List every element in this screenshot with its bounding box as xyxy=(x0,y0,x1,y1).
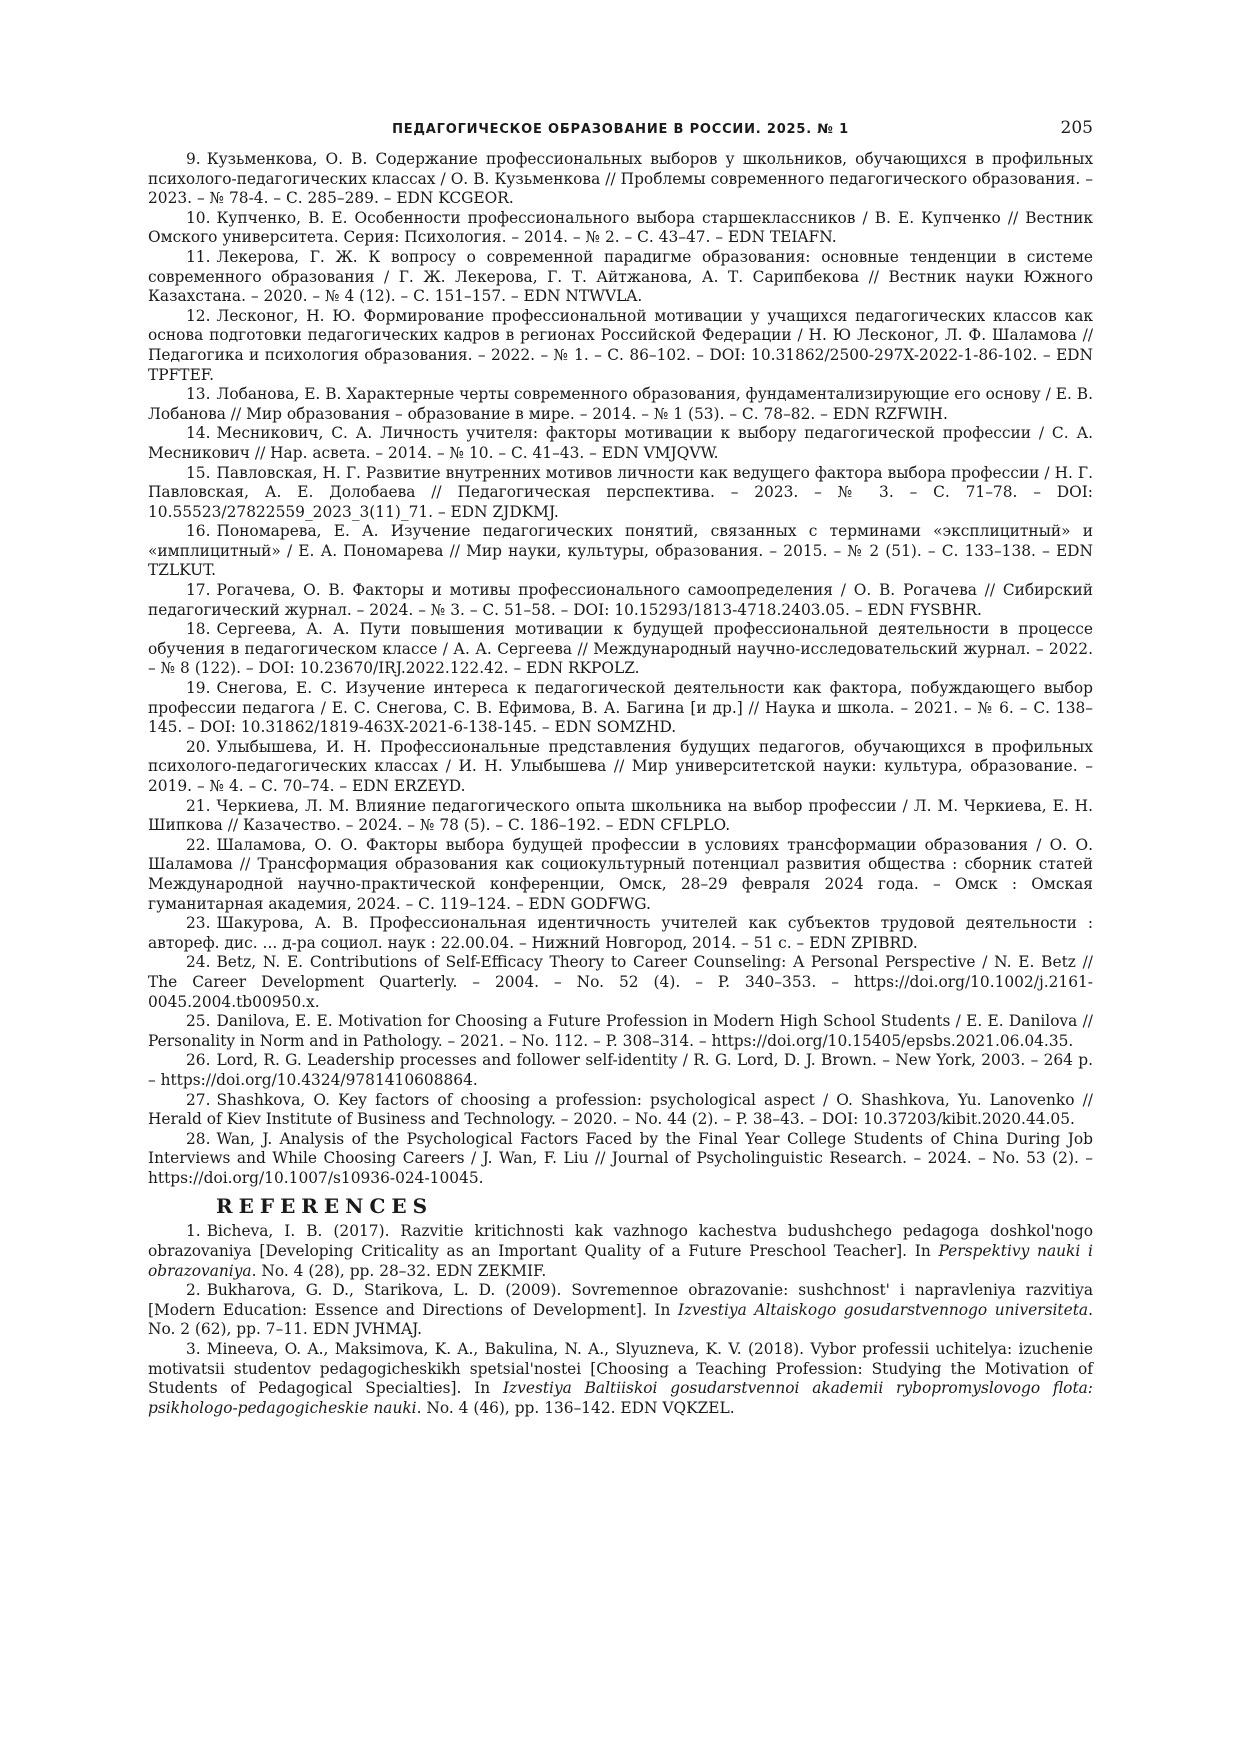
reference-item xyxy=(148,1091,1093,1130)
reference-journal: Perspektivy nauki i obrazovaniya xyxy=(148,1242,1093,1280)
reference-item xyxy=(148,522,1093,581)
reference-number: 16. xyxy=(186,522,211,541)
reference-item xyxy=(148,1130,1093,1189)
reference-item xyxy=(148,953,1093,1012)
reference-text: Wan, J. Analysis of the Psychological Factors Faced by the Final Year College Students of China During Job Interviews and While Choosing Careers / J. Wan, F. Liu // Journal of Psycholinguistic Research. – 2024. – No. 53 (2). – https://doi.org/10.1007/s10936-024-10045. xyxy=(148,1129,1093,1187)
reference-number: 18. xyxy=(186,620,211,639)
reference-item xyxy=(148,1012,1093,1051)
references-list-english xyxy=(148,1222,1093,1418)
reference-number: 3. xyxy=(186,1340,201,1359)
reference-text: Betz, N. E. Contributions of Self-Efficacy Theory to Career Counseling: A Personal Perspective / N. E. Betz // The Career Development Quarterly. – 2004. – No. 52 (4). – P. 340–353. – https://doi.org/10.1002/j.2161-0045.2004.tb00950.x. xyxy=(148,953,1093,1011)
reference-text: Купченко, В. Е. Особенности профессионального выбора старшеклассников / В. Е. Купченко // Вестник Омского университета. Серия: Психология. – 2014. – № 2. – С. 43–47. – EDN TEIAFN. xyxy=(148,208,1093,247)
reference-number: 12. xyxy=(186,306,211,325)
reference-item xyxy=(148,209,1093,248)
reference-number: 20. xyxy=(186,737,211,756)
reference-number: 9. xyxy=(186,150,201,168)
reference-text: Bukharova, G. D., Starikova, L. D. (2009). Sovremennoe obrazovanie: sushchnost' i napravleniya razvitiya [Modern Education: Essence and Directions of Development]. In xyxy=(148,1281,1093,1319)
references-heading: REFERENCES xyxy=(216,1194,434,1219)
reference-text: Лекерова, Г. Ж. К вопросу о современной парадигме образования: основные тенденции в системе современного образования / Г. Ж. Лекерова, Г. Т. Айтжанова, А. Т. Сарипбекова // Вестник науки Южного Казахстана. – 2020. – № 4 (12). – С. 151–157. – EDN NTWVLA. xyxy=(148,247,1093,306)
reference-number: 24. xyxy=(186,953,211,972)
reference-text: Месникович, С. А. Личность учителя: факторы мотивации к выбору педагогической профессии / С. А. Месникович // Нар. асвета. – 2014. – № 10. – С. 41–43. – EDN VMJQVW. xyxy=(148,424,1093,462)
reference-item xyxy=(148,150,1093,209)
reference-text: . No. 4 (28), pp. 28–32. EDN ZEKMIF. xyxy=(251,1261,547,1280)
reference-number: 13. xyxy=(186,385,211,404)
reference-text: Шаламова, О. О. Факторы выбора будущей профессии в условиях трансформации образования / О. О. Шаламова // Трансформация образования как социокультурный потенциал развития общества : сборник статей Международной научно-практической конференции, Омск, 28–29 февраля 2024 года. – Омск : Омская гуманитарная академия, 2024. – С. 119–124. – EDN GODFWG. xyxy=(148,835,1093,913)
reference-number: 10. xyxy=(186,208,211,227)
reference-number: 27. xyxy=(186,1090,211,1109)
reference-item xyxy=(148,738,1093,797)
reference-text: Пономарева, Е. А. Изучение педагогических понятий, связанных с терминами «эксплицитный» и «имплицитный» / Е. А. Пономарева // Мир науки, культуры, образования. – 2015. – № 2 (51). – С. 133–138. – EDN TZLKUT. xyxy=(148,522,1093,580)
reference-journal: Izvestiya Altaiskogo gosudarstvennogo universiteta xyxy=(677,1300,1089,1319)
reference-text: Черкиева, Л. М. Влияние педагогического опыта школьника на выбор профессии / Л. М. Черкиева, Е. Н. Шипкова // Казачество. – 2024. – № 78 (5). – С. 186–192. – EDN CFLPLO. xyxy=(148,796,1093,835)
reference-number: 17. xyxy=(186,581,211,600)
reference-text: Рогачева, О. В. Факторы и мотивы профессионального самоопределения / О. В. Рогачева // Сибирский педагогический журнал. – 2024. – № 3. – С. 51–58. – DOI: 10.15293/1813-4718.2403.05. – EDN FYSBHR. xyxy=(148,581,1093,619)
reference-number: 19. xyxy=(186,679,211,698)
reference-text: Сергеева, А. А. Пути повышения мотивации к будущей профессиональной деятельности в процессе обучения в педагогическом классе / А. А. Сергеева // Международный научно-исследовательский журнал. – 2022. – № 8 (122). – DOI: 10.23670/IRJ.2022.122.42. – EDN RKPOLZ. xyxy=(148,620,1093,678)
reference-item xyxy=(148,248,1093,307)
reference-item xyxy=(148,385,1093,424)
reference-item xyxy=(148,1051,1093,1090)
reference-number: 2. xyxy=(186,1281,201,1300)
reference-item xyxy=(148,620,1093,679)
reference-text: . No. 4 (46), pp. 136–142. EDN VQKZEL. xyxy=(416,1398,735,1417)
reference-item xyxy=(148,1281,1093,1340)
reference-item xyxy=(148,836,1093,914)
reference-item xyxy=(148,424,1093,463)
reference-list xyxy=(148,150,1093,1188)
reference-number: 25. xyxy=(186,1012,211,1031)
reference-text: . No. 2 (62), pp. 7–11. EDN JVHMAJ. xyxy=(148,1300,1093,1339)
reference-text: Shashkova, O. Key factors of choosing a profession: psychological aspect / O. Shashkova, Yu. Lanovenko // Herald of Kiev Institute of Business and Technology. – 2020. – No. 44 (2). – P. 38–43. – DOI: 10.37203/kibit.2020.44.05. xyxy=(148,1090,1093,1129)
reference-item xyxy=(148,581,1093,620)
reference-text: Bicheva, I. B. (2017). Razvitie kritichnosti kak vazhnogo kachestva budushchego pedagoga doshkol'nogo obrazovaniya [Developing Criticality as an Important Quality of a Future Preschool Teacher]. In xyxy=(148,1222,1093,1261)
reference-item xyxy=(148,679,1093,738)
reference-number: 1. xyxy=(186,1222,201,1241)
reference-item xyxy=(148,797,1093,836)
reference-item xyxy=(148,914,1093,953)
reference-item xyxy=(148,1222,1093,1281)
reference-text: Lord, R. G. Leadership processes and follower self-identity / R. G. Lord, D. J. Brown. – New York, 2003. – 264 p. – https://doi.org/10.4324/9781410608864. xyxy=(148,1051,1093,1089)
reference-text: Mineeva, O. A., Maksimova, K. A., Bakulina, N. A., Slyuzneva, K. V. (2018). Vybor professii uchitelya: izuchenie motivatsii studentov pedagogicheskikh spetsial'nostei [Choosing a Teaching Profession: Studying the Motivation of Students of Pedagogical Specialties]. In xyxy=(148,1340,1093,1398)
reference-number: 15. xyxy=(186,463,211,482)
reference-item xyxy=(148,307,1093,385)
reference-number: 26. xyxy=(186,1051,211,1070)
reference-text: Лобанова, Е. В. Характерные черты современного образования, фундаментализирующие его основу / Е. В. Лобанова // Мир образования – образование в мире. – 2014. – № 1 (53). – С. 78–82. – EDN RZFWIH. xyxy=(148,385,1093,423)
reference-text: Лесконог, Н. Ю. Формирование профессиональной мотивации у учащихся педагогических классов как основа подготовки педагогических кадров в регионах Российской Федерации / Н. Ю Лесконог, Л. Ф. Шаламова // Педагогика и психология образования. – 2022. – № 1. – С. 86–102. – DOI: 10.31862/2500-297X-2022-1-86-102. – EDN TPFTEF. xyxy=(148,306,1093,384)
reference-text: Шакурова, А. В. Профессиональная идентичность учителей как субъектов трудовой деятельности : автореф. дис. ... д-ра социол. наук : 22.00.04. – Нижний Новгород, 2014. – 51 с. – EDN ZPIBRD. xyxy=(148,914,1093,952)
reference-text: Снегова, Е. С. Изучение интереса к педагогической деятельности как фактора, побуждающего выбор профессии педагога / Е. С. Снегова, С. В. Ефимова, В. А. Багина [и др.] // Наука и школа. – 2021. – № 6. – С. 138–145. – DOI: 10.31862/1819-463X-2021-6-138-145. – EDN SOMZHD. xyxy=(148,679,1093,737)
running-header xyxy=(148,118,1093,144)
reference-number: 11. xyxy=(186,247,211,266)
reference-item xyxy=(148,1340,1093,1418)
reference-number: 21. xyxy=(186,796,211,815)
reference-text: Улыбышева, И. Н. Профессиональные представления будущих педагогов, обучающихся в профильных психолого-педагогических классах / И. Н. Улыбышева // Мир университетской науки: культура, образование. – 2019. – № 4. – С. 70–74. – EDN ERZEYD. xyxy=(148,737,1093,795)
reference-journal: Izvestiya Baltiiskoi gosudarstvennoi akademii rybopromyslovogo flota: psikhologo-pedagogicheskie nauki xyxy=(148,1379,1093,1417)
reference-text: Danilova, E. E. Motivation for Choosing a Future Profession in Modern High School Students / E. E. Danilova // Personality in Norm and in Pathology. – 2021. – No. 112. – P. 308–314. – https://doi.org/10.15405/epsbs.2021.06.04.35. xyxy=(148,1012,1093,1050)
reference-number: 28. xyxy=(186,1129,211,1148)
page-number: 205 xyxy=(1060,118,1093,138)
reference-number: 22. xyxy=(186,835,211,854)
journal-title: ПЕДАГОГИЧЕСКОЕ ОБРАЗОВАНИЕ В РОССИИ. 2025. № 1 xyxy=(392,122,849,137)
reference-item xyxy=(148,464,1093,523)
reference-number: 23. xyxy=(186,914,211,933)
reference-number: 14. xyxy=(186,424,211,443)
reference-text: Кузьменкова, О. В. Содержание профессиональных выборов у школьников, обучающихся в профильных психолого-педагогических классах / О. В. Кузьменкова // Проблемы современного педагогического образования. – 2023. – № 78-4. – С. 285–289. – EDN KCGEOR. xyxy=(148,150,1093,208)
reference-text: Павловская, Н. Г. Развитие внутренних мотивов личности как ведущего фактора выбора профессии / Н. Г. Павловская, А. Е. Долобаева // Педагогическая перспектива. – 2023. – № 3. – С. 71–78. – DOI: 10.55523/27822559_2023_3(11)_71. – EDN ZJDKMJ. xyxy=(148,463,1093,521)
